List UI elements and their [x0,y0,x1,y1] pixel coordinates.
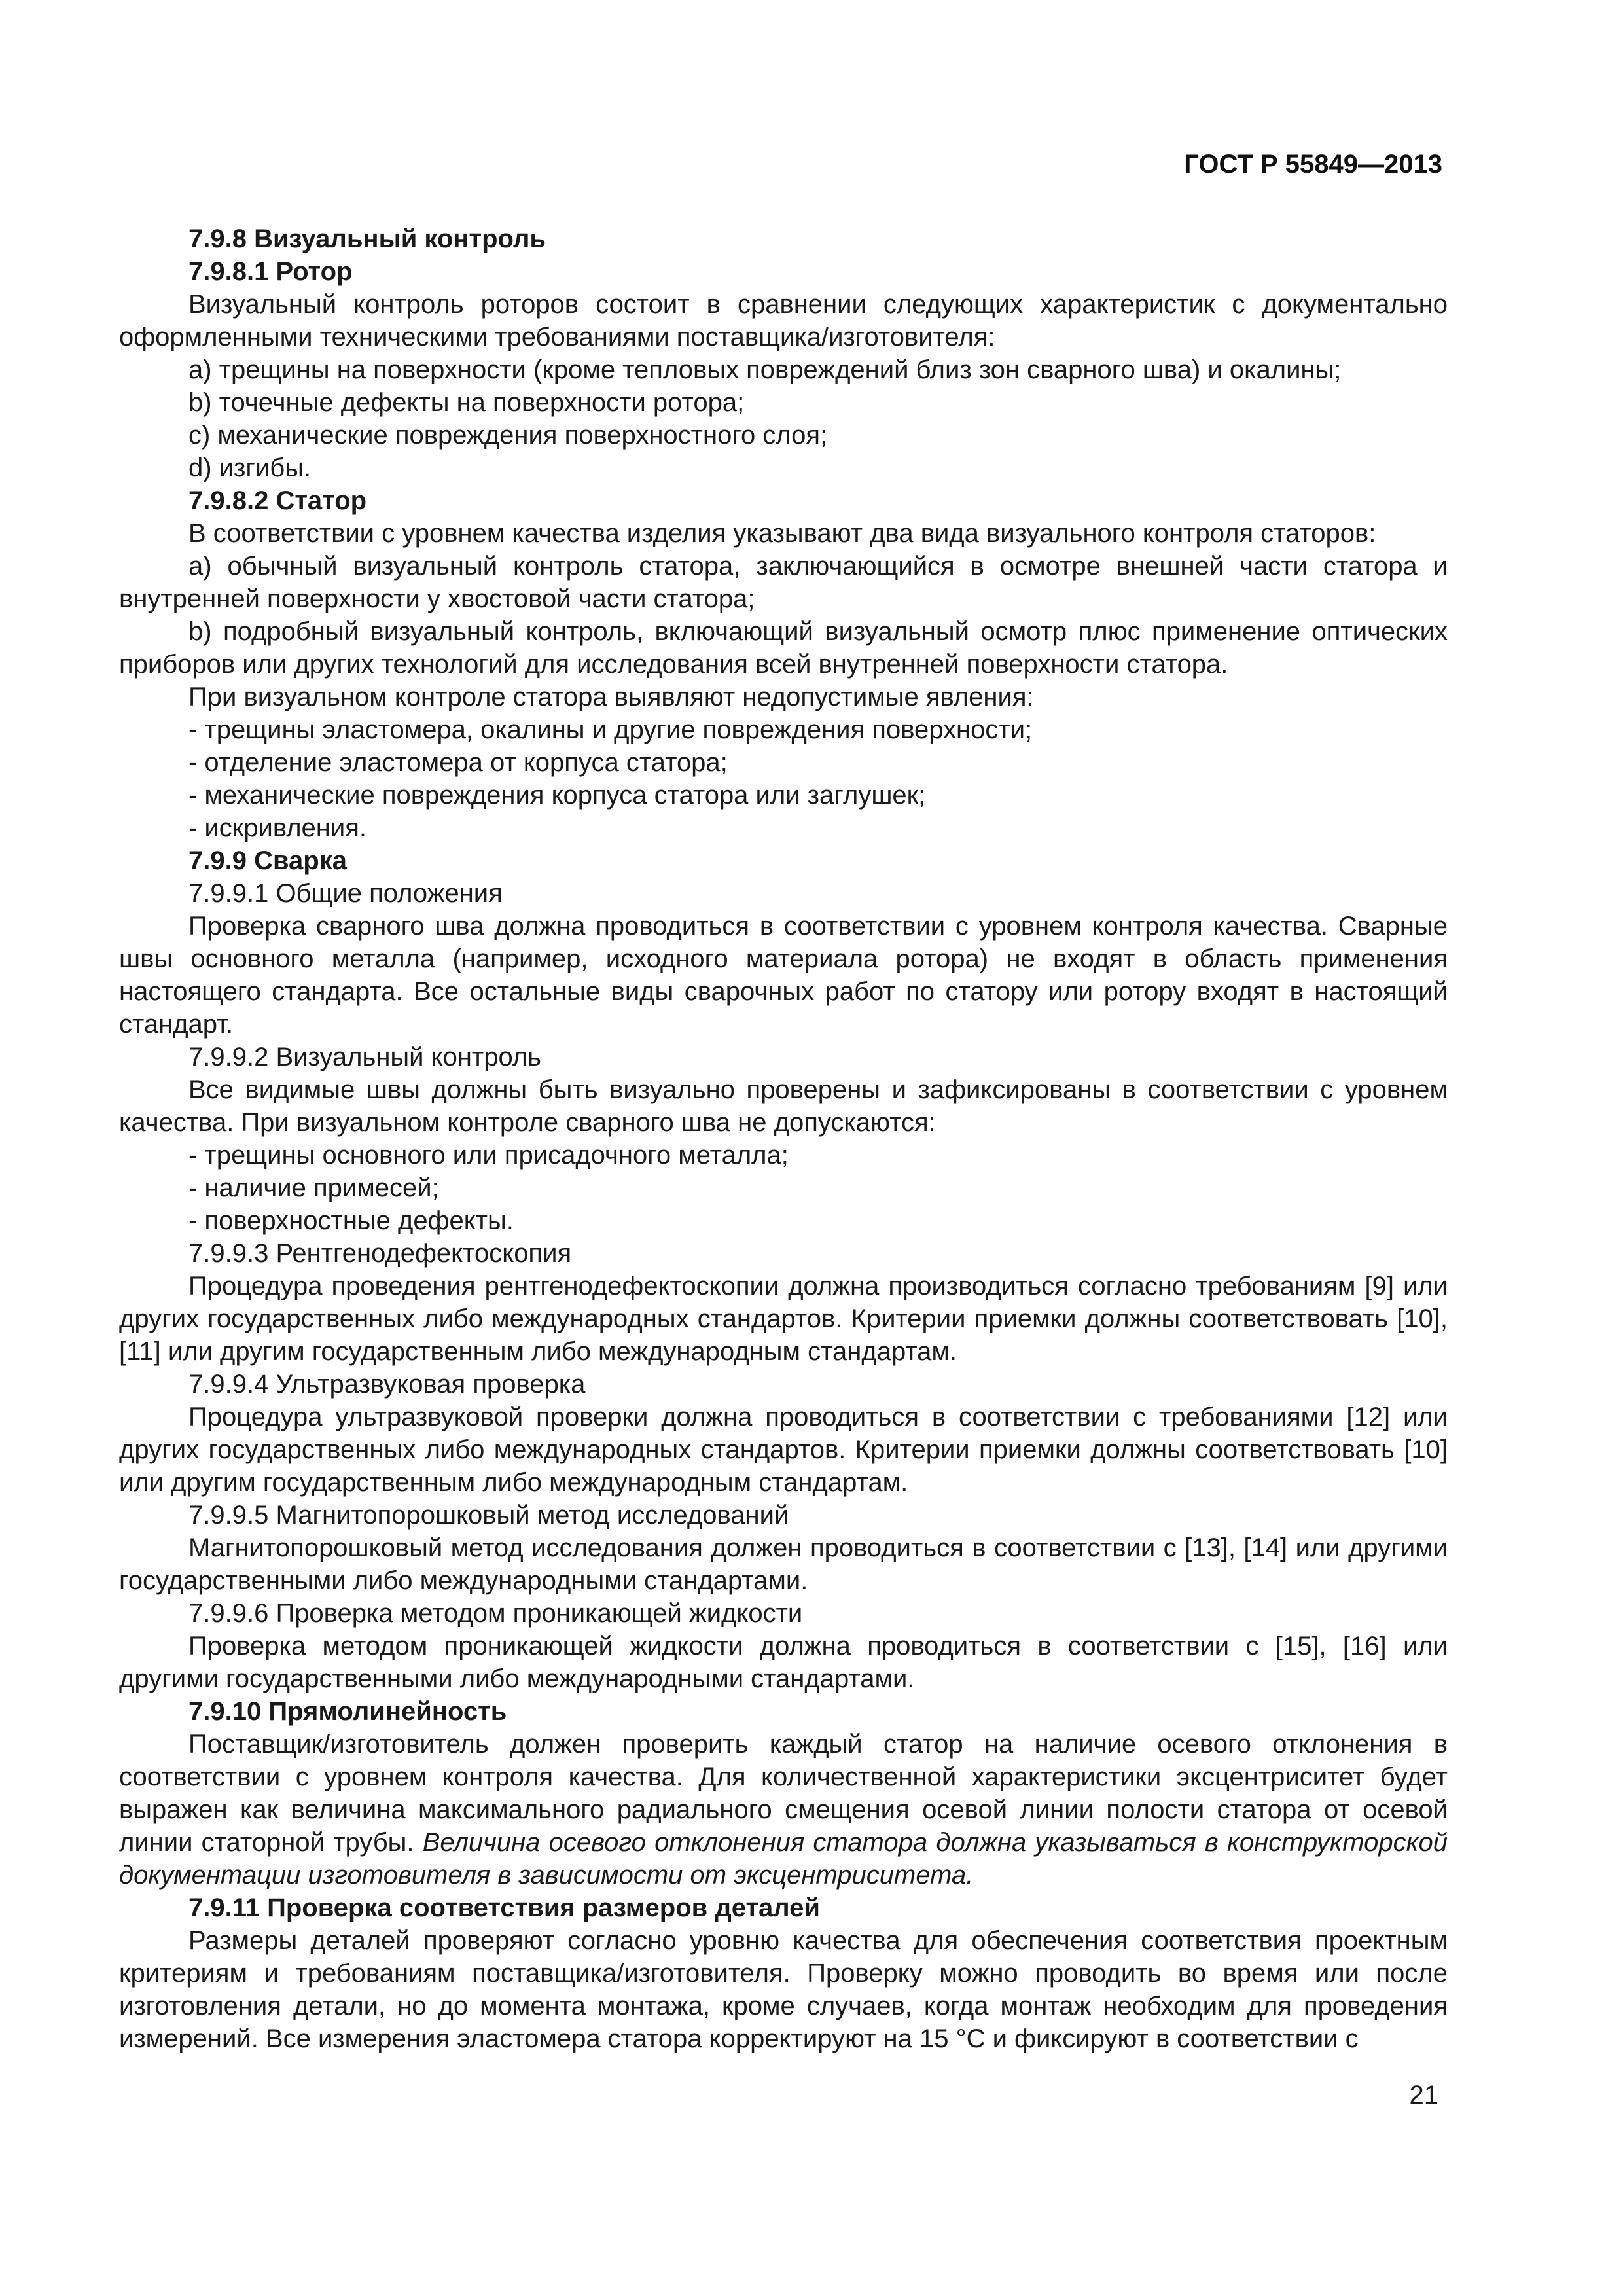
list-item: a) трещины на поверхности (кроме тепловых повреждений близ зон сварного шва) и окалины; [188,355,1342,384]
italic-text: Величина осевого отклонения статора должна указываться в конструкторской документации изготовителя в зависимости от эксцентриситета. [119,1828,1448,1890]
list-item: b) подробный визуальный контроль, включающий визуальный осмотр плюс применение оптических приборов или других технологий для исследования всей внутренней поверхности статора. [119,617,1448,679]
paragraph: Магнитопорошковый метод исследования должен проводиться в соответствии с [13], [14] или другими государственными либо международными стандартами. [119,1534,1448,1595]
paragraph-text: Поставщик/изготовитель должен проверить каждый статор на наличие осевого отклонения в соответствии с уровнем контроля качества. Для количественной характеристики эксцентриситет будет выражен как величина максимального радиального смещения осевой линии полости статора от осевой линии статорной трубы. [119,1730,1448,1857]
paragraph: При визуальном контроле статора выявляют недопустимые явления: [188,683,1034,711]
list-item: c) механические повреждения поверхностного слоя; [188,421,828,450]
paragraph: Визуальный контроль роторов состоит в сравнении следующих характеристик с документально оформленными техническими требованиями поставщика/изготовителя: [119,290,1448,351]
heading-7-9-8-2: 7.9.8.2 Статор [188,486,367,515]
list-item: - трещины эластомера, окалины и другие повреждения поверхности; [188,715,1033,744]
list-item: - трещины основного или присадочного металла; [188,1141,789,1170]
paragraph: Процедура ультразвуковой проверки должна проводиться в соответствии с требованиями [12] или других государственных либо международных стандартов. Критерии приемки должны соответствовать [10] или другим государственным либо международным стандартам. [119,1403,1448,1497]
list-item: - наличие примесей; [188,1174,439,1202]
list-item: - искривления. [188,814,366,842]
list-item: b) точечные дефекты на поверхности ротора; [188,388,745,417]
document-body [119,223,1448,2055]
heading-7-9-8-1: 7.9.8.1 Ротор [188,257,353,286]
paragraph: В соответствии с уровнем качества изделия указывают два вида визуального контроля статоров: [188,519,1376,548]
subheading-7-9-9-6: 7.9.9.6 Проверка методом проникающей жидкости [188,1599,803,1628]
subheading-7-9-9-4: 7.9.9.4 Ультразвуковая проверка [188,1370,586,1399]
paragraph: Проверка сварного шва должна проводиться в соответствии с уровнем контроля качества. Сварные швы основного металла (например, исходного материала ротора) не входят в область применения настоящего стандарта. Все остальные виды сварочных работ по статору или ротору входят в настоящий стандарт. [119,912,1448,1039]
paragraph: Размеры деталей проверяют согласно уровню качества для обеспечения соответствия проектным критериям и требованиям поставщика/изготовителя. Проверку можно проводить во время или после изготовления детали, но до момента монтажа, кроме случаев, когда монтаж необходим для проведения измерений. Все измерения эластомера статора корректируют на 15 °С и фиксируют в соответствии с [119,1926,1448,2053]
list-item: - механические повреждения корпуса статора или заглушек; [188,781,926,810]
document-code-header: ГОСТ Р 55849—2013 [1184,150,1442,179]
subheading-7-9-9-5: 7.9.9.5 Магнитопорошковый метод исследований [188,1501,789,1530]
subheading-7-9-9-3: 7.9.9.3 Рентгенодефектоскопия [188,1239,572,1268]
page-number: 21 [1409,2081,1438,2109]
paragraph: Все видимые швы должны быть визуально проверены и зафиксированы в соответствии с уровнем качества. При визуальном контроле сварного шва не допускаются: [119,1075,1448,1137]
list-item: - отделение эластомера от корпуса статора; [188,748,728,777]
heading-7-9-10: 7.9.10 Прямолинейность [188,1697,507,1726]
paragraph-with-italic [119,1728,1448,1892]
list-item: d) изгибы. [188,454,312,482]
subheading-7-9-9-1: 7.9.9.1 Общие положения [188,879,503,908]
list-item: - поверхностные дефекты. [188,1206,514,1235]
heading-7-9-9: 7.9.9 Сварка [188,846,347,875]
heading-7-9-11: 7.9.11 Проверка соответствия размеров деталей [188,1893,820,1922]
paragraph: Процедура проведения рентгенодефектоскопии должна производиться согласно требованиям [9] или других государственных либо международных стандартов. Критерии приемки должны соответствовать [10], [11] или другим государственным либо международным стандартам. [119,1272,1448,1366]
subheading-7-9-9-2: 7.9.9.2 Визуальный контроль [188,1043,542,1071]
list-item: a) обычный визуальный контроль статора, заключающийся в осмотре внешней части статора и внутренней поверхности у хвостовой части статора; [119,552,1448,613]
paragraph: Проверка методом проникающей жидкости должна проводиться в соответствии с [15], [16] или другими государственными либо международными стандартами. [119,1632,1448,1693]
heading-7-9-8: 7.9.8 Визуальный контроль [188,224,546,253]
